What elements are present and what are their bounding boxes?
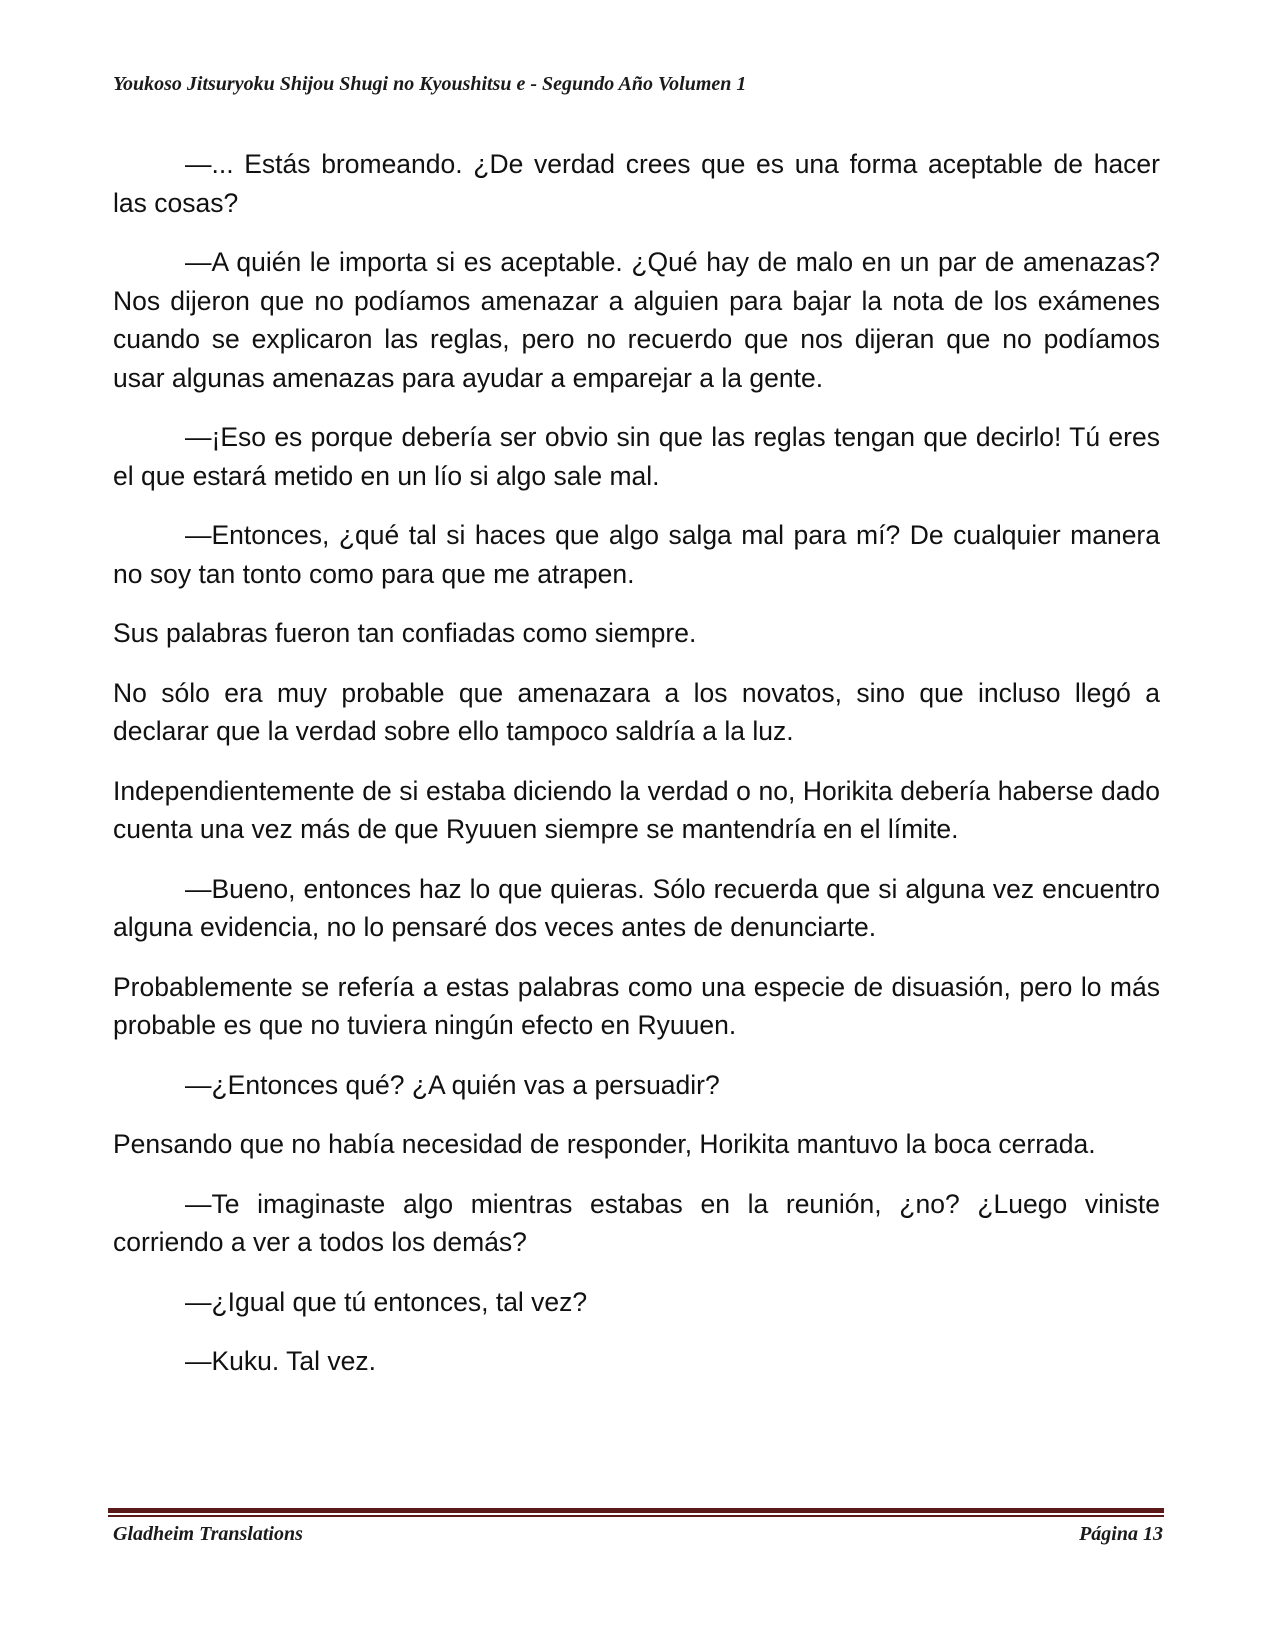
paragraph: —¡Eso es porque debería ser obvio sin que las reglas tengan que decirlo! Tú eres el que estará metido en un lío si algo sale mal. xyxy=(113,422,1160,491)
paragraph: —¿Entonces qué? ¿A quién vas a persuadir? xyxy=(185,1069,720,1100)
footer-divider-thick xyxy=(108,1508,1164,1513)
paragraph: —Entonces, ¿qué tal si haces que algo salga mal para mí? De cualquier manera no soy tan tonto como para que me atrapen. xyxy=(113,520,1160,589)
footer-divider xyxy=(108,1508,1164,1517)
paragraph: Sus palabras fueron tan confiadas como siempre. xyxy=(113,618,697,648)
footer-divider-thin xyxy=(108,1515,1164,1517)
paragraph: —Bueno, entonces haz lo que quieras. Sólo recuerda que si alguna vez encuentro alguna evidencia, no lo pensaré dos veces antes de denunciarte. xyxy=(113,873,1160,942)
paragraph: Independientemente de si estaba diciendo la verdad o no, Horikita debería haberse dado cuenta una vez más de que Ryuuen siempre se mantendría en el límite. xyxy=(113,775,1160,844)
footer-translator: Gladheim Translations xyxy=(113,1523,303,1545)
paragraph: Probablemente se refería a estas palabras como una especie de disuasión, pero lo más probable es que no tuviera ningún efecto en Ryuuen. xyxy=(113,971,1160,1040)
body-text xyxy=(113,145,1160,1402)
paragraph: —Kuku. Tal vez. xyxy=(185,1346,376,1376)
footer-page-number: Página 13 xyxy=(1079,1523,1163,1545)
paragraph: No sólo era muy probable que amenazara a los novatos, sino que incluso llegó a declarar que la verdad sobre ello tampoco saldría a la luz. xyxy=(113,677,1160,746)
header-title: Youkoso Jitsuryoku Shijou Shugi no Kyoushitsu e - Segundo Año Volumen 1 xyxy=(113,73,747,95)
paragraph: —... Estás bromeando. ¿De verdad crees que es una forma aceptable de hacer las cosas? xyxy=(113,149,1160,218)
paragraph: Pensando que no había necesidad de responder, Horikita mantuvo la boca cerrada. xyxy=(113,1129,1096,1159)
paragraph: —A quién le importa si es aceptable. ¿Qué hay de malo en un par de amenazas? Nos dijeron que no podíamos amenazar a alguien para bajar la nota de los exámenes cuando se explicaron las reglas, pero no recuerdo que nos dijeran que no podíamos usar algunas amenazas para ayudar a emparejar a la gente. xyxy=(113,247,1160,393)
paragraph: —¿Igual que tú entonces, tal vez? xyxy=(185,1286,588,1317)
paragraph: —Te imaginaste algo mientras estabas en la reunión, ¿no? ¿Luego viniste corriendo a ver a todos los demás? xyxy=(113,1188,1160,1257)
